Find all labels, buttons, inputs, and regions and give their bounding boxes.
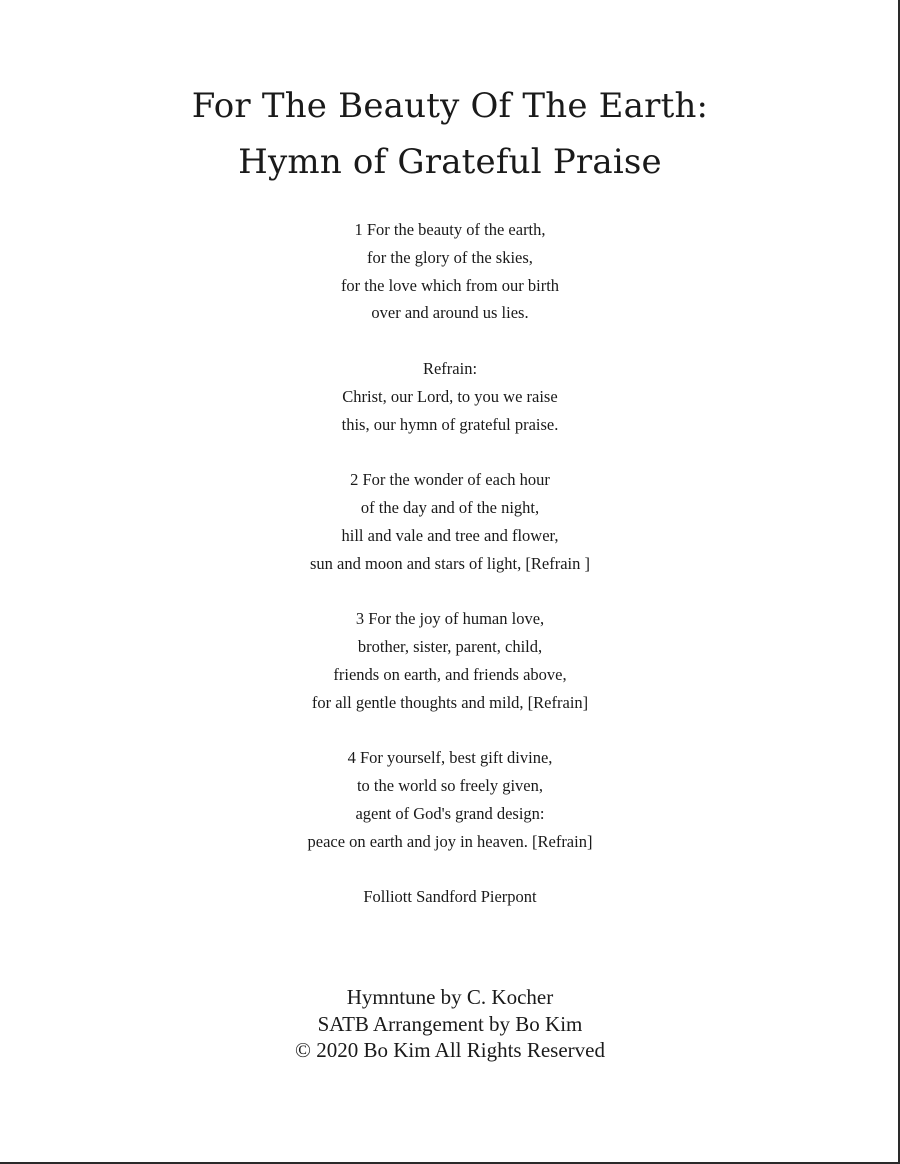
refrain — [0, 355, 900, 438]
lyric-line: 1 For the beauty of the earth, — [354, 220, 546, 239]
lyric-line: over and around us lies. — [371, 303, 529, 323]
lyric-line: sun and moon and stars of light, [Refrain ] — [310, 553, 590, 573]
arrangement-credit: SATB Arrangement by Bo Kim — [317, 1011, 583, 1036]
lyric-line: of the day and of the night, — [360, 497, 540, 517]
lyric-line: friends on earth, and friends above, — [333, 664, 567, 684]
lyric-line: for all gentle thoughts and mild, [Refrain] — [311, 692, 589, 712]
page-title — [0, 78, 900, 190]
lyric-line: this, our hymn of grateful praise. — [341, 414, 559, 434]
lyric-line: 2 For the wonder of each hour — [350, 470, 550, 490]
title-line-2: Hymn of Grateful Praise — [238, 142, 662, 182]
title-line-1: For The Beauty Of The Earth: — [191, 86, 709, 126]
stanza-1 — [0, 216, 900, 327]
lyric-line: agent of God's grand design: — [355, 803, 545, 823]
hymntune-credit: Hymntune by C. Kocher — [346, 985, 554, 1009]
hymn-lyrics — [0, 216, 900, 911]
lyric-line: to the world so freely given, — [356, 775, 544, 795]
lyric-line: peace on earth and joy in heaven. [Refrain] — [307, 831, 593, 851]
stanza-2 — [0, 466, 900, 577]
credits-block — [0, 984, 900, 1064]
lyric-line: hill and vale and tree and flower, — [341, 525, 559, 545]
stanza-4 — [0, 744, 900, 855]
lyric-line: for the love which from our birth — [340, 275, 560, 295]
copyright-notice: © 2020 Bo Kim All Rights Reserved — [295, 1038, 605, 1062]
refrain-heading: Refrain: — [422, 358, 478, 378]
lyric-line: brother, sister, parent, child, — [357, 636, 543, 656]
lyric-line: Christ, our Lord, to you we raise — [342, 386, 558, 406]
lyric-line: 4 For yourself, best gift divine, — [347, 748, 553, 768]
author-name: Folliott Sandford Pierpont — [363, 887, 537, 907]
stanza-3 — [0, 605, 900, 716]
lyric-line: 3 For the joy of human love, — [355, 609, 545, 629]
lyric-line: for the glory of the skies, — [367, 247, 533, 267]
